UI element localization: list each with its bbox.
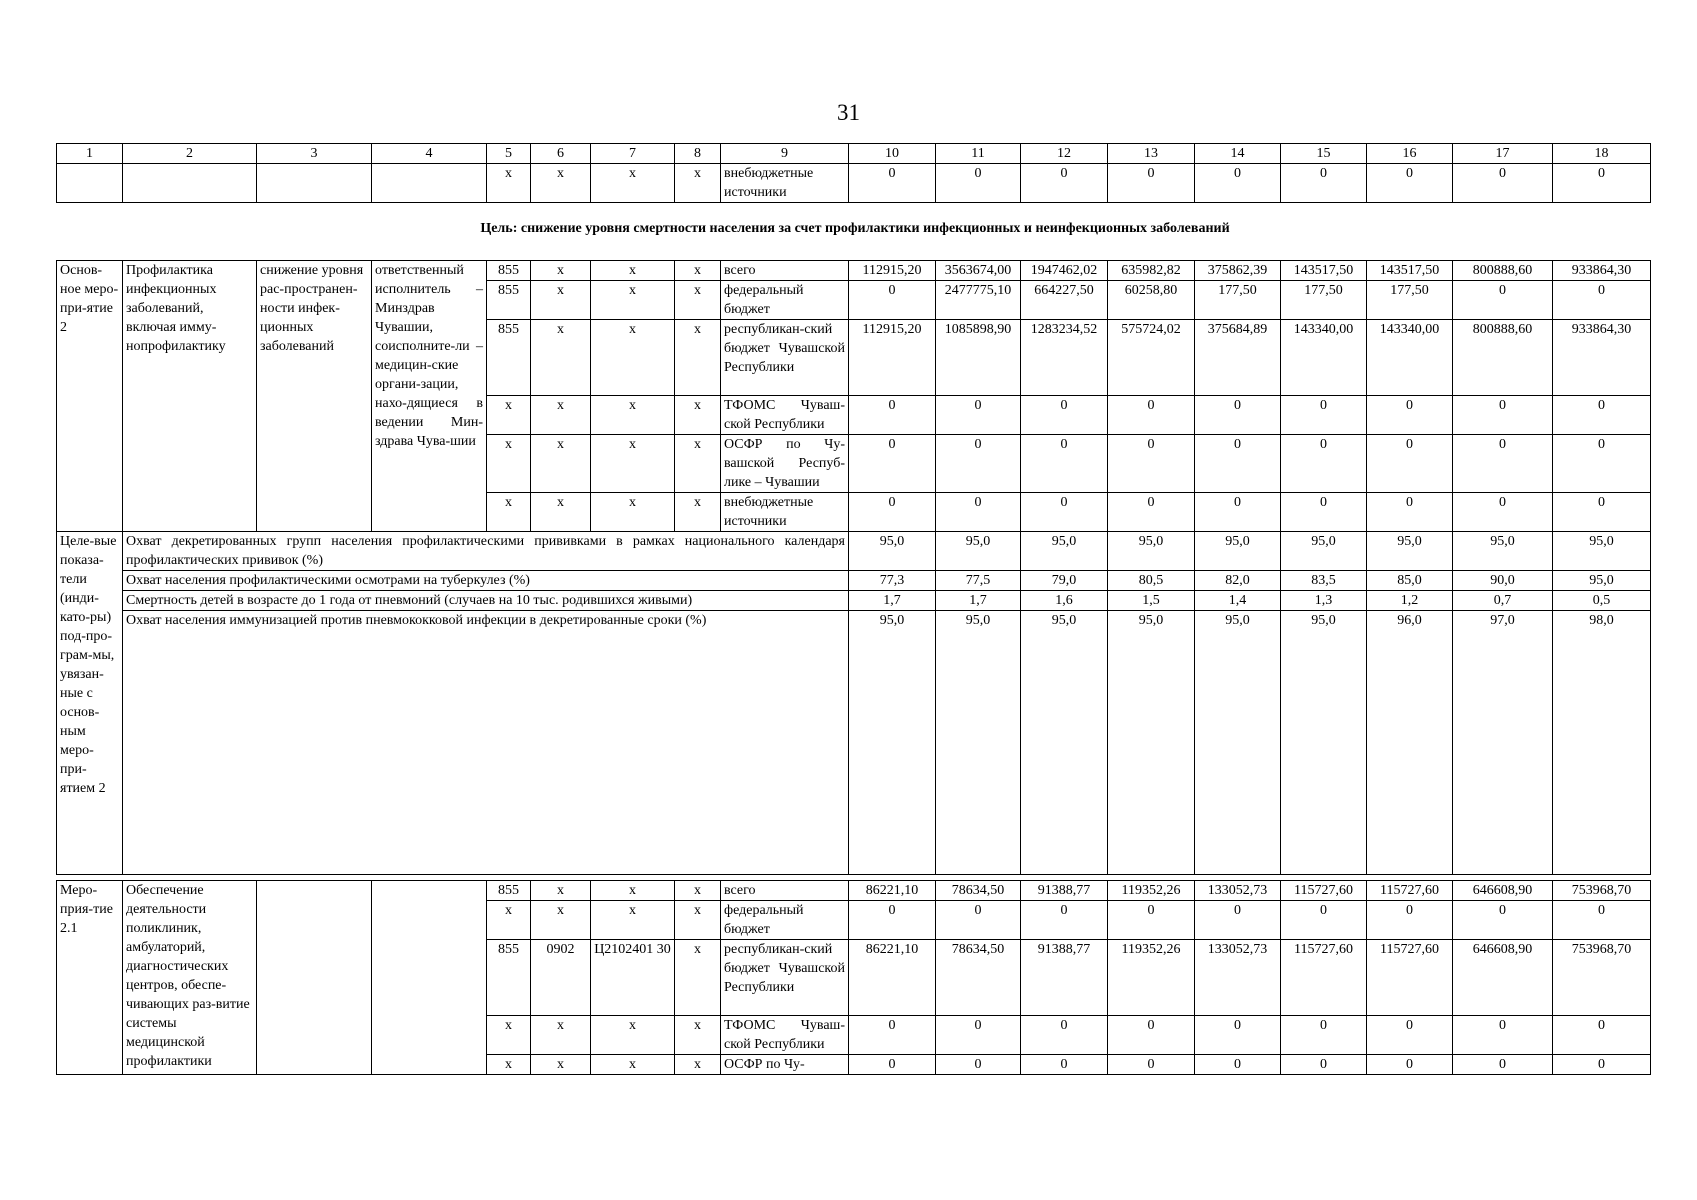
value-cell: 0: [1281, 435, 1367, 493]
value-cell: 90,0: [1453, 571, 1553, 591]
value-cell: 664227,50: [1021, 281, 1108, 320]
value-cell: 0: [1281, 1016, 1367, 1055]
responsible-executor: [372, 881, 487, 1075]
value-cell: 0: [849, 164, 936, 203]
value-cell: 0: [936, 1016, 1021, 1055]
value-cell: 0: [849, 1016, 936, 1055]
value-cell: 0: [1195, 396, 1281, 435]
activity-2-1-table: [56, 880, 1651, 1075]
value-cell: 0: [1021, 1055, 1108, 1075]
value-cell: 0: [1453, 493, 1553, 532]
value-cell: 0: [849, 493, 936, 532]
value-cell: 97,0: [1453, 611, 1553, 875]
value-cell: 77,5: [936, 571, 1021, 591]
value-cell: 95,0: [849, 611, 936, 875]
target-text: Охват декретированных групп населения профилактическими прививками в рамках национального календаря профилактических прививок (%): [123, 532, 849, 571]
value-cell: 80,5: [1108, 571, 1195, 591]
value-cell: 0: [849, 435, 936, 493]
value-cell: 800888,60: [1453, 320, 1553, 396]
value-cell: 0: [849, 281, 936, 320]
cell-c5: 855: [487, 940, 531, 1016]
value-cell: 0: [1021, 396, 1108, 435]
value-cell: 0: [1281, 164, 1367, 203]
value-cell: 143517,50: [1281, 261, 1367, 281]
activity-label: Меро-прия-тие 2.1: [57, 881, 123, 1075]
value-cell: 0: [1367, 164, 1453, 203]
source-cell: всего: [721, 881, 849, 901]
value-cell: 95,0: [1367, 532, 1453, 571]
cell-c5: x: [487, 493, 531, 532]
column-number-cell: 8: [675, 144, 721, 164]
value-cell: 2477775,10: [936, 281, 1021, 320]
cell-c6: x: [531, 261, 591, 281]
column-number-cell: 16: [1367, 144, 1453, 164]
cell-c8: x: [675, 164, 721, 203]
value-cell: 95,0: [1553, 571, 1651, 591]
value-cell: 0: [936, 493, 1021, 532]
value-cell: 119352,26: [1108, 940, 1195, 1016]
goal-heading: Цель: снижение уровня смертности населения за счет профилактики инфекционных и неинфекционных заболеваний: [480, 221, 1230, 236]
value-cell: 95,0: [849, 532, 936, 571]
cell-c8: x: [675, 901, 721, 940]
activity-name: Профилактика инфекционных заболеваний, включая имму-нопрофилактику: [123, 261, 257, 532]
value-cell: 115727,60: [1281, 940, 1367, 1016]
value-cell: 0: [1453, 435, 1553, 493]
value-cell: 0: [1195, 1055, 1281, 1075]
value-cell: 143517,50: [1367, 261, 1453, 281]
value-cell: 0: [1108, 435, 1195, 493]
source-cell: внебюджетные источники: [721, 164, 849, 203]
value-cell: 177,50: [1195, 281, 1281, 320]
source-cell: республикан-ский бюджет Чувашской Республики: [721, 320, 849, 396]
value-cell: 0,7: [1453, 591, 1553, 611]
value-cell: 0: [1021, 1016, 1108, 1055]
value-cell: 0: [1021, 435, 1108, 493]
cell-c5: x: [487, 1016, 531, 1055]
cell-c7: x: [591, 493, 675, 532]
value-cell: 112915,20: [849, 261, 936, 281]
value-cell: 933864,30: [1553, 261, 1651, 281]
value-cell: 0: [1553, 435, 1651, 493]
value-cell: 1283234,52: [1021, 320, 1108, 396]
value-cell: 0: [1453, 901, 1553, 940]
cell-c7: x: [591, 901, 675, 940]
value-cell: 0: [1553, 493, 1651, 532]
cell-c8: x: [675, 881, 721, 901]
value-cell: 0: [1108, 901, 1195, 940]
value-cell: 115727,60: [1367, 940, 1453, 1016]
cell-c6: 0902: [531, 940, 591, 1016]
value-cell: 0: [1281, 901, 1367, 940]
cell-c5: x: [487, 901, 531, 940]
source-cell: ТФОМС Чуваш-ской Республики: [721, 396, 849, 435]
cell-c7: x: [591, 261, 675, 281]
value-cell: 95,0: [1281, 532, 1367, 571]
cell-c5: x: [487, 396, 531, 435]
target-row: [57, 532, 1651, 571]
value-cell: 91388,77: [1021, 881, 1108, 901]
activity-goal: [257, 881, 372, 1075]
value-cell: 86221,10: [849, 940, 936, 1016]
value-cell: 0: [1195, 901, 1281, 940]
value-cell: 77,3: [849, 571, 936, 591]
column-number-cell: 17: [1453, 144, 1553, 164]
cell-c6: x: [531, 281, 591, 320]
value-cell: 95,0: [1195, 611, 1281, 875]
source-cell: ТФОМС Чуваш-ской Республики: [721, 1016, 849, 1055]
value-cell: 95,0: [1553, 532, 1651, 571]
value-cell: 0: [1108, 1016, 1195, 1055]
cell-c7: x: [591, 320, 675, 396]
column-number-cell: 11: [936, 144, 1021, 164]
value-cell: 0: [1108, 164, 1195, 203]
value-cell: 1,7: [849, 591, 936, 611]
value-cell: 85,0: [1367, 571, 1453, 591]
value-cell: 86221,10: [849, 881, 936, 901]
value-cell: 0: [1453, 1016, 1553, 1055]
value-cell: 112915,20: [849, 320, 936, 396]
value-cell: 0: [1553, 901, 1651, 940]
value-cell: 753968,70: [1553, 940, 1651, 1016]
column-number-cell: 10: [849, 144, 936, 164]
value-cell: 0: [1021, 164, 1108, 203]
value-cell: 78634,50: [936, 881, 1021, 901]
value-cell: 95,0: [1021, 611, 1108, 875]
column-number-cell: 7: [591, 144, 675, 164]
value-cell: 0: [1453, 396, 1553, 435]
value-cell: 95,0: [1281, 611, 1367, 875]
value-cell: 95,0: [1108, 532, 1195, 571]
main-activity-table: [56, 260, 1651, 875]
value-cell: 0: [1281, 493, 1367, 532]
value-cell: 0: [1453, 164, 1553, 203]
cell-c8: x: [675, 940, 721, 1016]
cell-c6: x: [531, 881, 591, 901]
cell-c8: x: [675, 320, 721, 396]
cell-c8: x: [675, 1055, 721, 1075]
value-cell: 1,2: [1367, 591, 1453, 611]
value-cell: 133052,73: [1195, 940, 1281, 1016]
cell-c6: x: [531, 1055, 591, 1075]
value-cell: 0: [1553, 396, 1651, 435]
value-cell: 0: [1553, 164, 1651, 203]
value-cell: 1085898,90: [936, 320, 1021, 396]
value-cell: 0: [1195, 164, 1281, 203]
cell-c5: x: [487, 435, 531, 493]
cell-c5: 855: [487, 881, 531, 901]
value-cell: 0: [849, 396, 936, 435]
vnebudget-row: [57, 164, 1651, 203]
value-cell: 0: [1367, 435, 1453, 493]
source-cell: внебюджетные источники: [721, 493, 849, 532]
source-cell: федеральный бюджет: [721, 281, 849, 320]
value-cell: 1947462,02: [1021, 261, 1108, 281]
cell-c7: x: [591, 396, 675, 435]
value-cell: 143340,00: [1367, 320, 1453, 396]
value-cell: 177,50: [1367, 281, 1453, 320]
cell-c8: x: [675, 1016, 721, 1055]
value-cell: 82,0: [1195, 571, 1281, 591]
cell-c7: x: [591, 435, 675, 493]
value-cell: 0: [1021, 901, 1108, 940]
cell-c6: x: [531, 493, 591, 532]
value-cell: 119352,26: [1108, 881, 1195, 901]
column-number-cell: 13: [1108, 144, 1195, 164]
value-cell: 0: [1021, 493, 1108, 532]
value-cell: 0: [1195, 435, 1281, 493]
cell-c8: x: [675, 261, 721, 281]
value-cell: 635982,82: [1108, 261, 1195, 281]
cell-c8: x: [675, 396, 721, 435]
cell-c8: x: [675, 493, 721, 532]
value-cell: 375684,89: [1195, 320, 1281, 396]
value-cell: 83,5: [1281, 571, 1367, 591]
cell-c6: x: [531, 320, 591, 396]
value-cell: 0: [849, 1055, 936, 1075]
source-cell: республикан-ский бюджет Чувашской Республики: [721, 940, 849, 1016]
value-cell: 0,5: [1553, 591, 1651, 611]
value-cell: 3563674,00: [936, 261, 1021, 281]
funding-row: [57, 261, 1651, 281]
value-cell: 0: [1195, 1016, 1281, 1055]
value-cell: 0: [936, 164, 1021, 203]
column-number-cell: 14: [1195, 144, 1281, 164]
value-cell: 0: [1108, 1055, 1195, 1075]
cell-c5: 855: [487, 261, 531, 281]
cell-c5: 855: [487, 281, 531, 320]
value-cell: 0: [936, 435, 1021, 493]
target-text: Смертность детей в возрасте до 1 года от пневмоний (случаев на 10 тыс. родившихся живыми): [123, 591, 849, 611]
value-cell: 115727,60: [1367, 881, 1453, 901]
target-text: Охват населения иммунизацией против пневмококковой инфекции в декретированные сроки (%): [123, 611, 849, 875]
value-cell: 0: [1553, 281, 1651, 320]
value-cell: 1,7: [936, 591, 1021, 611]
target-row: [57, 591, 1651, 611]
value-cell: 143340,00: [1281, 320, 1367, 396]
value-cell: 115727,60: [1281, 881, 1367, 901]
cell-c6: x: [531, 901, 591, 940]
column-number-cell: 18: [1553, 144, 1651, 164]
column-number-cell: 15: [1281, 144, 1367, 164]
cell-c7: x: [591, 281, 675, 320]
value-cell: 0: [936, 1055, 1021, 1075]
value-cell: 0: [1367, 901, 1453, 940]
value-cell: 0: [1108, 396, 1195, 435]
value-cell: 1,3: [1281, 591, 1367, 611]
value-cell: 91388,77: [1021, 940, 1108, 1016]
cell-c7: x: [591, 881, 675, 901]
value-cell: 95,0: [1021, 532, 1108, 571]
value-cell: 96,0: [1367, 611, 1453, 875]
value-cell: 933864,30: [1553, 320, 1651, 396]
value-cell: 1,6: [1021, 591, 1108, 611]
value-cell: 79,0: [1021, 571, 1108, 591]
value-cell: 800888,60: [1453, 261, 1553, 281]
value-cell: 0: [1367, 396, 1453, 435]
cell-c6: x: [531, 1016, 591, 1055]
value-cell: 575724,02: [1108, 320, 1195, 396]
cell-c6: x: [531, 435, 591, 493]
cell-c8: x: [675, 435, 721, 493]
targets-label: Целе-вые показа-тели (инди-като-ры) под-про-грам-мы, увязан-ные с основ-ным меро-при-ятием 2: [57, 532, 123, 875]
value-cell: 1,5: [1108, 591, 1195, 611]
column-number-cell: 1: [57, 144, 123, 164]
column-number-cell: 12: [1021, 144, 1108, 164]
value-cell: 60258,80: [1108, 281, 1195, 320]
activity-label: Основ-ное меро-при-ятие 2: [57, 261, 123, 532]
value-cell: 98,0: [1553, 611, 1651, 875]
column-number-cell: 6: [531, 144, 591, 164]
value-cell: 0: [1195, 493, 1281, 532]
value-cell: 95,0: [1195, 532, 1281, 571]
value-cell: 753968,70: [1553, 881, 1651, 901]
value-cell: 646608,90: [1453, 940, 1553, 1016]
cell-c5: x: [487, 1055, 531, 1075]
source-cell: ОСФР по Чу-вашской Респуб-лике – Чувашии: [721, 435, 849, 493]
value-cell: 0: [1108, 493, 1195, 532]
value-cell: 0: [936, 901, 1021, 940]
target-text: Охват населения профилактическими осмотрами на туберкулез (%): [123, 571, 849, 591]
value-cell: 0: [1367, 1016, 1453, 1055]
value-cell: 78634,50: [936, 940, 1021, 1016]
cell-c5: 855: [487, 320, 531, 396]
column-number-cell: 3: [257, 144, 372, 164]
target-row: [57, 571, 1651, 591]
value-cell: 646608,90: [1453, 881, 1553, 901]
target-row: [57, 611, 1651, 875]
value-cell: 95,0: [1108, 611, 1195, 875]
cell-c5: x: [487, 164, 531, 203]
value-cell: 0: [1281, 1055, 1367, 1075]
value-cell: 375862,39: [1195, 261, 1281, 281]
activity-name: Обеспечение деятельности поликлиник, амбулаторий, диагностических центров, обеспе-чивающих раз-витие системы медицинской профилактики: [123, 881, 257, 1075]
value-cell: 95,0: [936, 532, 1021, 571]
source-cell: ОСФР по Чу-: [721, 1055, 849, 1075]
cell-c6: x: [531, 164, 591, 203]
cell-c8: x: [675, 281, 721, 320]
value-cell: 0: [936, 396, 1021, 435]
column-number-cell: 9: [721, 144, 849, 164]
activity-goal: снижение уровня рас-пространен-ности инфек-ционных заболеваний: [257, 261, 372, 532]
source-cell: всего: [721, 261, 849, 281]
value-cell: 177,50: [1281, 281, 1367, 320]
page-number: 31: [837, 100, 860, 125]
column-number-cell: 2: [123, 144, 257, 164]
value-cell: 95,0: [1453, 532, 1553, 571]
cell-c7: x: [591, 1055, 675, 1075]
value-cell: 133052,73: [1195, 881, 1281, 901]
column-number-cell: 4: [372, 144, 487, 164]
value-cell: 0: [1367, 1055, 1453, 1075]
cell-c7: x: [591, 164, 675, 203]
header-table: [56, 143, 1651, 203]
cell-c6: x: [531, 396, 591, 435]
value-cell: 0: [1553, 1055, 1651, 1075]
responsible-executor: ответственный исполнитель – Минздрав Чувашии, соисполните-ли – медицин-ские органи-зации, нахо-дящиеся в ведении Мин-здрава Чува-шии: [372, 261, 487, 532]
cell-c7: Ц2102401 30: [591, 940, 675, 1016]
source-cell: федеральный бюджет: [721, 901, 849, 940]
value-cell: 0: [1453, 281, 1553, 320]
column-number-row: [57, 144, 1651, 164]
value-cell: 0: [1453, 1055, 1553, 1075]
value-cell: 95,0: [936, 611, 1021, 875]
funding-row: [57, 881, 1651, 901]
cell-c7: x: [591, 1016, 675, 1055]
value-cell: 0: [1367, 493, 1453, 532]
value-cell: 0: [1281, 396, 1367, 435]
value-cell: 1,4: [1195, 591, 1281, 611]
value-cell: 0: [849, 901, 936, 940]
value-cell: 0: [1553, 1016, 1651, 1055]
column-number-cell: 5: [487, 144, 531, 164]
